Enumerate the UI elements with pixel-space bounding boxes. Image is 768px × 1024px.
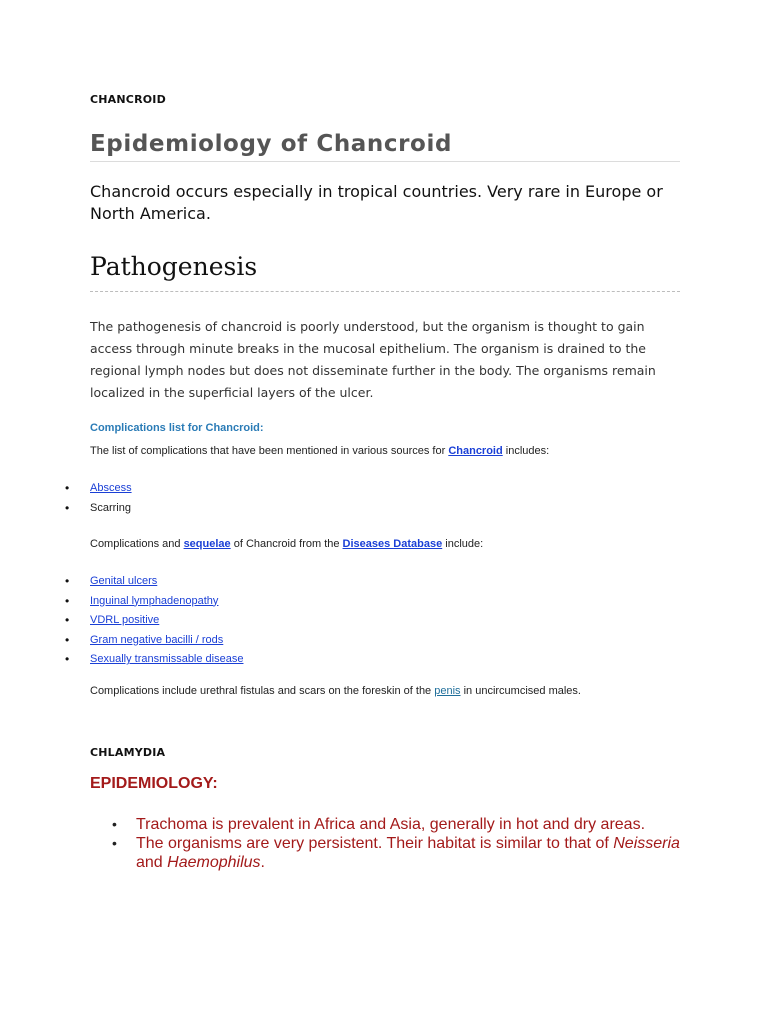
list-item: [112, 815, 696, 834]
persistent-text: The organisms are very persistent. Their habitat is similar to that of: [136, 835, 614, 852]
penis-link[interactable]: penis: [434, 685, 461, 697]
bullet-icon: •: [65, 481, 70, 495]
pathogenesis-text: The pathogenesis of chancroid is poorly understood, but the organism is thought to gain access through minute breaks in the mucosal epithelium. The organism is drained to the regional lymph nodes but does not disseminate further in the body. The organisms remain localized in the superficial layers of the ulcer.: [90, 319, 656, 400]
list-item: [65, 613, 243, 633]
list-item: [65, 500, 132, 521]
pathogenesis-title: Pathogenesis: [90, 252, 680, 292]
complications-intro-end: includes:: [502, 445, 550, 457]
db-intro-text: Complications and: [90, 538, 184, 550]
bullet-icon: •: [65, 632, 70, 647]
complications-list-1: [65, 481, 132, 520]
neisseria-text: Neisseria: [613, 835, 680, 852]
scarring-text: Scarring: [90, 501, 131, 514]
db-intro-end: include:: [442, 538, 484, 550]
chlamydia-list: [112, 815, 696, 872]
chancroid-heading: CHANCROID: [90, 93, 166, 106]
haemophilus-text: Haemophilus: [167, 854, 261, 871]
list-item: [112, 834, 696, 872]
and-text: and: [136, 854, 168, 871]
bullet-icon: •: [65, 652, 70, 666]
gram-negative-link[interactable]: Gram negative bacilli / rods: [90, 633, 224, 646]
sexually-transmissable-link[interactable]: Sexually transmissable disease: [90, 653, 244, 665]
genital-ulcers-link[interactable]: Genital ulcers: [90, 575, 158, 587]
trachoma-text: Trachoma is prevalent in Africa and Asia, generally in hot and dry areas.: [136, 816, 646, 833]
chancroid-link[interactable]: Chancroid: [448, 445, 503, 457]
epidemiology-title: Epidemiology of Chancroid: [90, 131, 680, 162]
bullet-icon: •: [65, 613, 70, 627]
bullet-icon: •: [65, 500, 70, 515]
list-item: [65, 652, 244, 672]
diseases-database-link[interactable]: Diseases Database: [342, 538, 443, 550]
bullet-icon: •: [112, 816, 117, 832]
db-intro-middle: of Chancroid from the: [230, 538, 343, 550]
complications-list-2: [65, 574, 244, 672]
complications-note: [90, 684, 581, 698]
bullet-icon: •: [112, 835, 117, 851]
chlamydia-epidemiology-title: EPIDEMIOLOGY:: [90, 775, 218, 792]
period-text: .: [260, 854, 265, 871]
list-item: [65, 574, 243, 594]
complications-intro: [90, 444, 549, 458]
complications-title: Complications list for Chancroid:: [90, 422, 264, 434]
chlamydia-heading: CHLAMYDIA: [90, 746, 166, 759]
list-item: [65, 593, 243, 614]
bullet-icon: •: [65, 593, 70, 608]
vdrl-positive-link[interactable]: VDRL positive: [90, 614, 160, 626]
diseases-database-intro: [90, 537, 483, 551]
complications-intro-text: The list of complications that have been mentioned in various sources for: [90, 445, 449, 457]
abscess-link[interactable]: Abscess: [90, 482, 132, 494]
list-item: [65, 632, 243, 653]
epidemiology-text: Chancroid occurs especially in tropical countries. Very rare in Europe or North America.: [90, 182, 663, 223]
note-text: Complications include urethral fistulas and scars on the foreskin of the: [90, 685, 435, 697]
note-end: in uncircumcised males.: [460, 685, 581, 697]
bullet-icon: •: [65, 574, 70, 588]
list-item: [65, 481, 132, 501]
inguinal-lymphadenopathy-link[interactable]: Inguinal lymphadenopathy: [90, 594, 219, 607]
sequelae-link[interactable]: sequelae: [183, 538, 231, 550]
